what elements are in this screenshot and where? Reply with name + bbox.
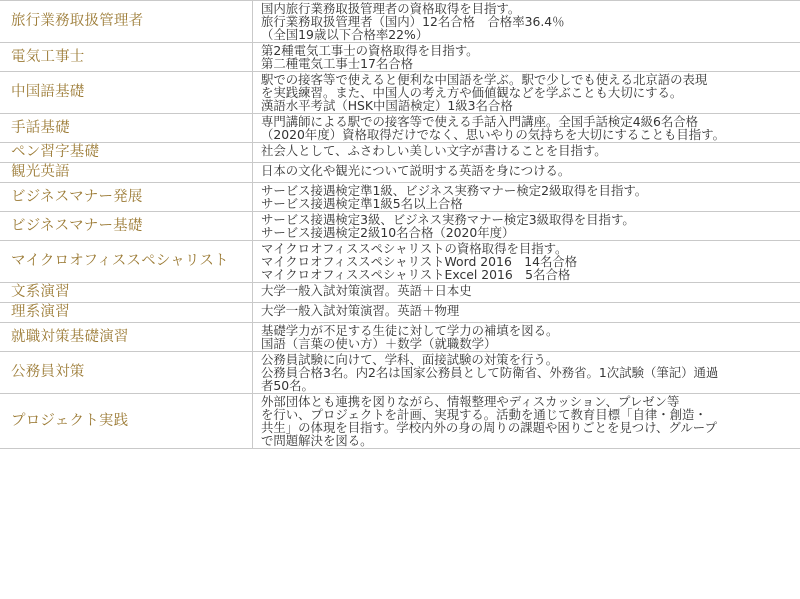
description-cell (253, 394, 800, 448)
description-cell (253, 72, 800, 113)
description-line: 国内旅行業務取扱管理者の資格取得を目指す。 (261, 2, 521, 15)
subject-cell: 観光英語 (0, 163, 253, 182)
table-row (0, 72, 800, 114)
description-cell (253, 241, 800, 282)
subject-cell: ビジネスマナー発展 (0, 183, 253, 211)
subject-cell: ペン習字基礎 (0, 143, 253, 162)
description-cell (253, 323, 800, 351)
description-line: マイクロオフィススペシャリストの資格取得を目指す。 (261, 242, 568, 255)
description-line: を行い、プロジェクトを計画、実現する。活動を通じて教育目標「自律・創造・ (261, 408, 707, 421)
subject-cell: 就職対策基礎演習 (0, 323, 253, 351)
description-line: 専門講師による駅での接客等で使える手話入門講座。全国手話検定4級6名合格 (261, 115, 699, 128)
description-line: マイクロオフィススペシャリストWord 2016 14名合格 (261, 255, 578, 268)
description-line: （全国19歳以下合格率22%） (261, 28, 429, 41)
subject-cell: ビジネスマナー基礎 (0, 212, 253, 240)
description-line: で問題解決を図る。 (261, 434, 373, 447)
description-line: 外部団体とも連携を図りながら、情報整理やディスカッション、プレゼン等 (261, 395, 680, 408)
description-line: サービス接遇検定準1級5名以上合格 (261, 197, 463, 210)
subject-cell: 旅行業務取扱管理者 (0, 1, 253, 42)
subject-cell: プロジェクト実践 (0, 394, 253, 448)
table-row (0, 352, 800, 394)
description-line: 公務員試験に向けて、学科、面接試験の対策を行う。 (261, 353, 559, 366)
table-row (0, 43, 800, 72)
description-cell (253, 43, 800, 71)
description-line: 共生」の体現を目指す。学校内外の身の周りの課題や困りごとを見つけ、グループ (261, 421, 717, 434)
description-line: 社会人として、ふさわしい美しい文字が書けることを目指す。 (261, 144, 607, 157)
description-line: 者50名。 (261, 379, 314, 392)
description-line: サービス接遇検定準1級、ビジネス実務マナー検定2級取得を目指す。 (261, 184, 648, 197)
table-row (0, 1, 800, 43)
description-line: 第2種電気工事士の資格取得を目指す。 (261, 44, 479, 57)
description-line: 旅行業務取扱管理者（国内）12名合格 合格率36.4％ (261, 15, 565, 28)
description-cell (253, 183, 800, 211)
table-row (0, 283, 800, 303)
description-line: 国語（言葉の使い方）＋数学（就職数学） (261, 337, 497, 350)
description-cell (253, 283, 800, 302)
subject-cell: 中国語基礎 (0, 72, 253, 113)
description-line: （2020年度）資格取得だけでなく、思いやりの気持ちを大切にすることも目指す。 (261, 128, 725, 141)
table-row (0, 183, 800, 212)
description-cell (253, 303, 800, 322)
description-line: 大学一般入試対策演習。英語＋日本史 (261, 284, 472, 297)
subject-cell: 文系演習 (0, 283, 253, 302)
subject-cell: 公務員対策 (0, 352, 253, 393)
table-row (0, 163, 800, 183)
table-row (0, 212, 800, 241)
description-line: 駅での接客等で使えると便利な中国語を学ぶ。駅で少しでも使える北京語の表現 (261, 73, 708, 86)
description-line: マイクロオフィススペシャリストExcel 2016 5名合格 (261, 268, 571, 281)
description-line: 日本の文化や観光について説明する英語を身につける。 (261, 164, 571, 177)
table-row (0, 323, 800, 352)
table-row (0, 394, 800, 449)
description-line: サービス接遇検定3級、ビジネス実務マナー検定3級取得を目指す。 (261, 213, 635, 226)
table-row (0, 303, 800, 323)
description-cell (253, 163, 800, 182)
description-line: を実践練習。また、中国人の考え方や価値観などを学ぶことも大切にする。 (261, 86, 683, 99)
description-line: 漢語水平考試（HSK中国語検定）1級3名合格 (261, 99, 513, 112)
subject-cell: 理系演習 (0, 303, 253, 322)
subject-cell: 手話基礎 (0, 114, 253, 142)
subject-cell: 電気工事士 (0, 43, 253, 71)
description-line: 基礎学力が不足する生徒に対して学力の補填を図る。 (261, 324, 559, 337)
description-cell (253, 212, 800, 240)
description-cell (253, 1, 800, 42)
description-line: 公務員合格3名。内2名は国家公務員として防衛省、外務省。1次試験（筆記）通過 (261, 366, 719, 379)
description-line: 第二種電気工事士17名合格 (261, 57, 414, 70)
subject-cell: マイクロオフィススペシャリスト (0, 241, 253, 282)
description-line: サービス接遇検定2級10名合格（2020年度） (261, 226, 515, 239)
description-cell (253, 114, 800, 142)
table-row (0, 241, 800, 283)
table-row (0, 114, 800, 143)
description-cell (253, 352, 800, 393)
description-line: 大学一般入試対策演習。英語＋物理 (261, 304, 460, 317)
table-row (0, 143, 800, 163)
description-cell (253, 143, 800, 162)
